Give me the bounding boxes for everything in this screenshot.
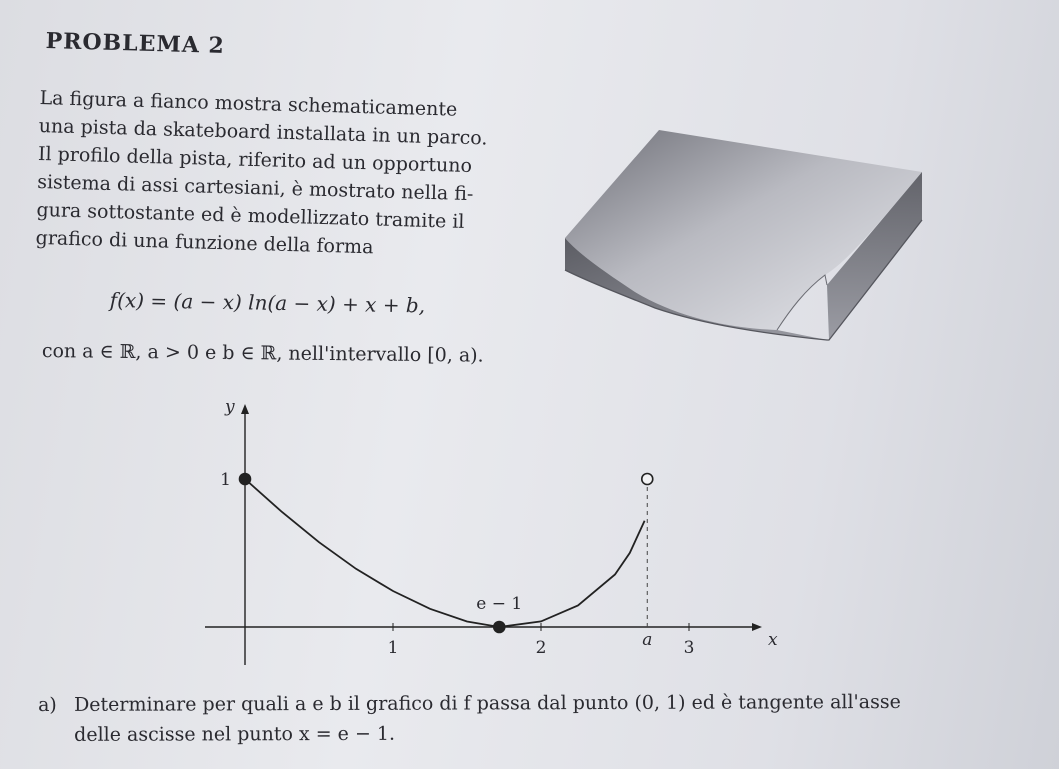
- y-tick-label: 1: [220, 470, 231, 490]
- a-tick-label: a: [642, 630, 653, 650]
- problem-title: PROBLEMA 2: [45, 28, 226, 59]
- graph-points: [240, 474, 653, 633]
- x-tick-label: 1: [387, 638, 399, 658]
- function-formula: f(x) = (a − x) ln(a − x) + x + b,: [109, 288, 426, 318]
- skate-ramp-illustration: [555, 120, 930, 350]
- intro-line: una pista da skateboard installata in un parco.: [38, 114, 488, 150]
- question-a: [38, 687, 1018, 750]
- y-axis-label: y: [225, 397, 235, 417]
- open-point: [642, 474, 653, 485]
- x-tick-label: 3: [683, 638, 695, 658]
- parameter-condition: con a ∈ ℝ, a > 0 e b ∈ ℝ, nell'intervallo [0, a).: [41, 340, 484, 367]
- filled-point: [494, 622, 505, 633]
- problem-intro: [35, 84, 510, 265]
- minimum-label: e − 1: [476, 594, 523, 614]
- function-graph: [190, 390, 810, 680]
- intro-line: grafico di una funzione della forma: [35, 226, 374, 259]
- question-label: a): [38, 693, 57, 716]
- intro-line: La figura a fianco mostra schematicamente: [39, 86, 458, 121]
- function-curve: [245, 479, 645, 627]
- y-axis-arrow: [241, 404, 249, 414]
- x-tick-label: 2: [535, 638, 547, 658]
- graph-axes: [205, 404, 762, 665]
- x-axis-label: x: [768, 630, 778, 650]
- intro-line: sistema di assi cartesiani, è mostrato nella fi-: [36, 170, 474, 206]
- question-text-line2: delle ascisse nel punto x = e − 1.: [74, 722, 396, 746]
- intro-line: gura sottostante ed è modellizzato tramite il: [36, 198, 465, 233]
- ramp-surface: [565, 130, 922, 330]
- x-axis-arrow: [752, 623, 762, 631]
- intro-line: Il profilo della pista, riferito ad un opportuno: [37, 142, 473, 178]
- filled-point: [240, 474, 251, 485]
- question-text-line1: Determinare per quali a e b il grafico di f passa dal punto (0, 1) ed è tangente all'asse: [74, 690, 901, 716]
